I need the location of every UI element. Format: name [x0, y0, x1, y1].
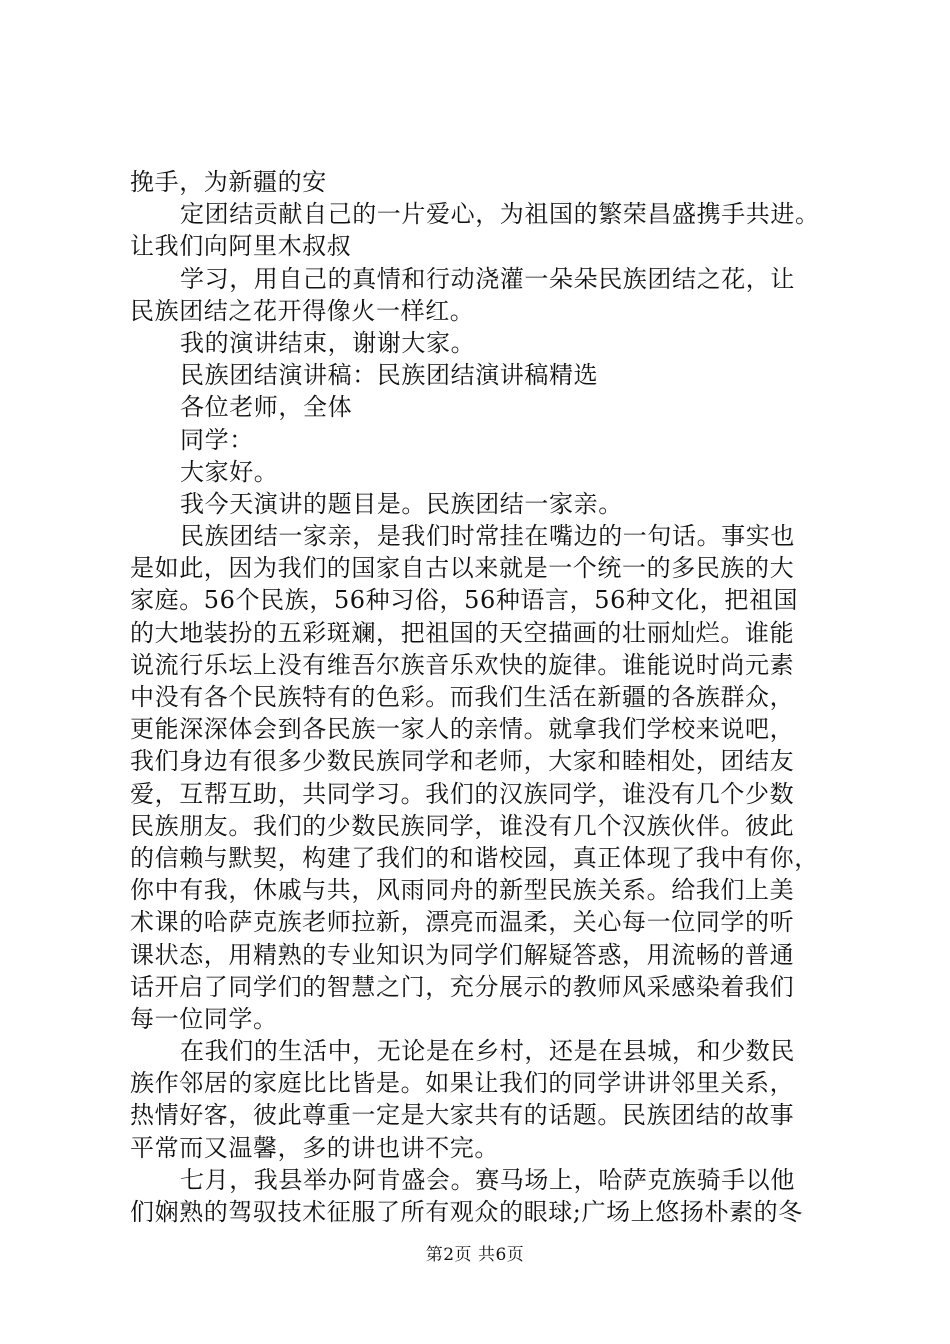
text-line: 术课的哈萨克族老师拉新，漂亮而温柔，关心每一位同学的听: [130, 908, 795, 937]
text-line: 挽手，为新疆的安: [130, 168, 327, 196]
text-line: 民族朋友。我们的少数民族同学，谁没有几个汉族伙伴。彼此: [130, 811, 795, 840]
text-line: 族作邻居的家庭比比皆是。如果让我们的同学讲讲邻里关系，: [130, 1069, 795, 1098]
text-line: 是如此，因为我们的国家自古以来就是一个统一的多民族的大: [130, 554, 795, 583]
text-line: 在我们的生活中，无论是在乡村，还是在县城，和少数民: [180, 1037, 795, 1066]
text-line: 每一位同学。: [130, 1004, 278, 1033]
text-line: 话开启了同学们的智慧之门，充分展示的教师风采感染着我们: [130, 972, 795, 1001]
text-line: 民族团结之花开得像火一样红。: [130, 296, 475, 325]
text-line: 我的演讲结束，谢谢大家。: [180, 328, 476, 357]
text-line: 让我们向阿里木叔叔: [130, 232, 352, 261]
text-line: 平常而又温馨，多的讲也讲不完。: [130, 1133, 499, 1162]
text-line: 说流行乐坛上没有维吾尔族音乐欢快的旋律。谁能说时尚元素: [130, 650, 795, 679]
text-line: 学习，用自己的真情和行动浇灌一朵朵民族团结之花，让: [180, 264, 795, 293]
text-line: 热情好客，彼此尊重一定是大家共有的话题。民族团结的故事: [130, 1101, 795, 1130]
text-line: 的大地装扮的五彩斑斓，把祖国的天空描画的壮丽灿烂。谁能: [130, 618, 795, 647]
text-line: 我今天演讲的题目是。民族团结一家亲。: [180, 489, 623, 518]
text-line: 我们身边有很多少数民族同学和老师，大家和睦相处，团结友: [130, 747, 795, 776]
text-line: 课状态，用精熟的专业知识为同学们解疑答惑，用流畅的普通: [130, 940, 795, 969]
text-line: 各位老师，全体: [180, 393, 353, 422]
document-body: [130, 166, 850, 1228]
text-line: 爱，互帮互助，共同学习。我们的汉族同学，谁没有几个少数: [130, 779, 795, 808]
text-line: 家庭。56个民族，56种习俗，56种语言，56种文化，把祖国: [130, 586, 799, 615]
text-line: 更能深深体会到各民族一家人的亲情。就拿我们学校来说吧，: [130, 715, 795, 744]
text-line: 你中有我，休戚与共，风雨同舟的新型民族关系。给我们上美: [130, 876, 795, 905]
text-line: 大家好。: [180, 457, 279, 486]
page-number-footer: 第2页 共6页: [425, 1245, 525, 1265]
text-line: 的信赖与默契，构建了我们的和谐校园，真正体现了我中有你，: [130, 843, 819, 872]
text-line: 民族团结一家亲，是我们时常挂在嘴边的一句话。事实也: [180, 522, 795, 551]
text-line: 中没有各个民族特有的色彩。而我们生活在新疆的各族群众，: [130, 683, 795, 711]
text-line: 七月，我县举办阿肯盛会。赛马场上，哈萨克族骑手以他: [180, 1165, 795, 1194]
text-line: 定团结贡献自己的一片爱心，为祖国的繁荣昌盛携手共进。: [180, 200, 820, 229]
text-line: 们娴熟的驾驭技术征服了所有观众的眼球;广场上悠扬朴素的冬: [130, 1198, 803, 1226]
section-title-line: 民族团结演讲稿：民族团结演讲稿精选: [180, 361, 599, 390]
text-line: 同学：: [180, 425, 254, 454]
